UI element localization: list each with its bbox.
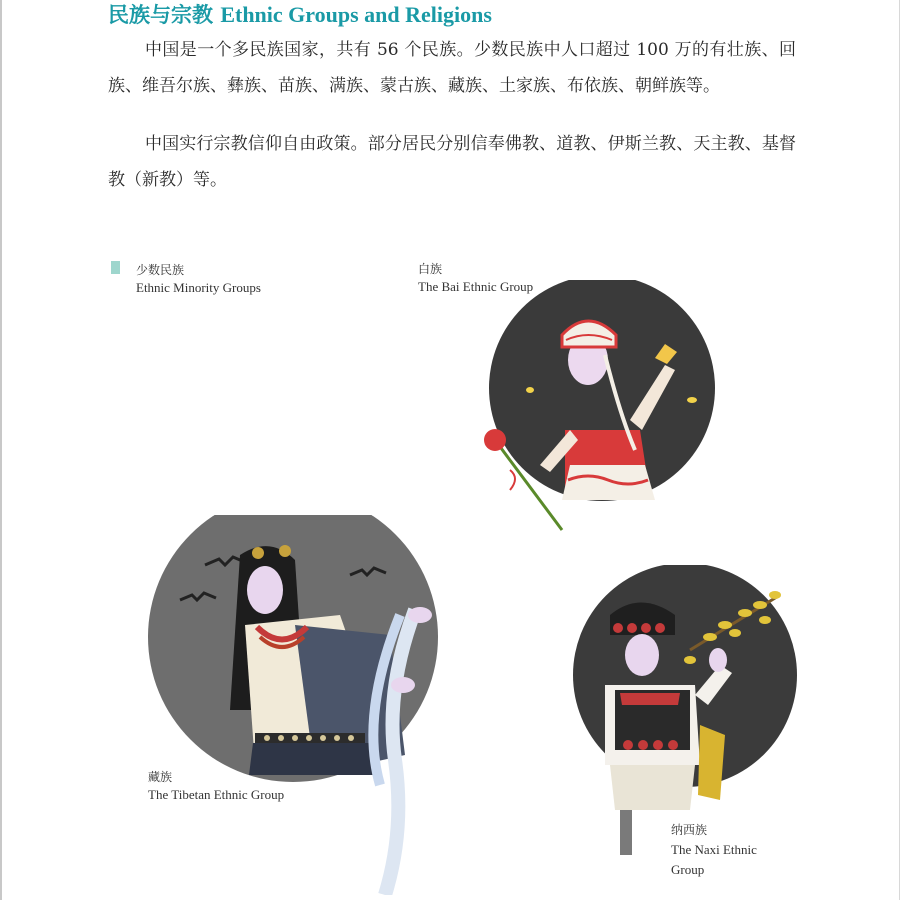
caption-bai-en: The Bai Ethnic Group — [418, 279, 534, 294]
bai-illustration — [470, 280, 730, 540]
tibetan-illustration — [145, 515, 465, 895]
caption-minority — [136, 261, 261, 297]
section-title-zh: 民族与宗教 — [108, 2, 213, 27]
caption-tibetan-en: The Tibetan Ethnic Group — [148, 787, 285, 802]
caption-bai-zh: 白族 — [418, 262, 443, 276]
caption-naxi-en-line2: Group — [671, 862, 705, 877]
paragraph-religions: 中国实行宗教信仰自由政策。部分居民分别信奉佛教、道教、伊斯兰教、天主教、基督教（新教）等。 — [108, 134, 796, 190]
caption-naxi-en-line1: The Naxi Ethnic — [671, 842, 757, 857]
caption-naxi-zh: 纳西族 — [671, 823, 708, 837]
paragraph-ethnic-groups: 中国是一个多民族国家，共有 56 个民族。少数民族中人口超过 100 万的有壮族、回族、维吾尔族、彝族、苗族、满族、蒙古族、藏族、土家族、布依族、朝鲜族等。 — [108, 40, 796, 96]
caption-minority-en: Ethnic Minority Groups — [136, 280, 261, 295]
section-title-en: Ethnic Groups and Religions — [220, 2, 492, 27]
caption-minority-zh: 少数民族 — [136, 263, 185, 277]
caption-marker — [111, 261, 120, 274]
naxi-illustration — [550, 565, 810, 865]
section-title — [108, 0, 492, 29]
caption-tibetan-zh: 藏族 — [148, 770, 173, 784]
page-edge-left — [0, 0, 2, 900]
